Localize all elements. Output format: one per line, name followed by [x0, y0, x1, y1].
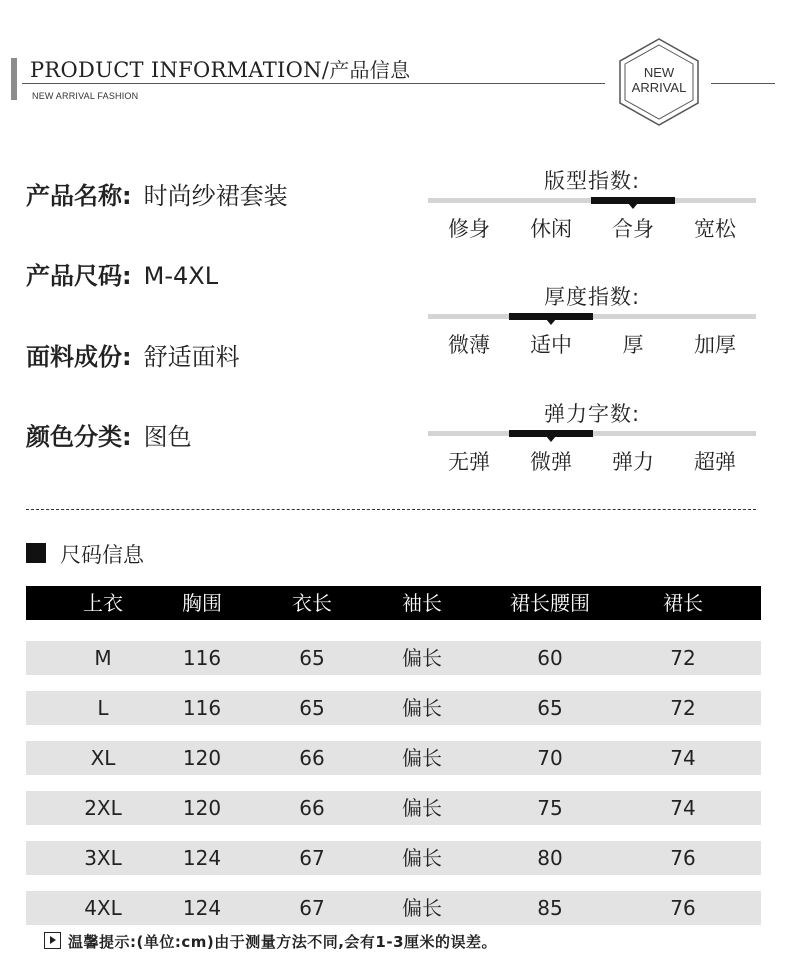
- page-title: [30, 54, 410, 83]
- table-cell: 偏长: [402, 696, 442, 720]
- fit-option: 合身: [612, 217, 654, 241]
- table-cell: 60: [537, 646, 563, 670]
- size-section-title: 尺码信息: [60, 543, 144, 567]
- product-name-value: 时尚纱裙套装: [143, 182, 288, 210]
- header-cell: 衣长: [292, 591, 332, 615]
- table-cell: 4XL: [84, 896, 122, 920]
- thickness-index-options: [428, 329, 756, 359]
- elasticity-option: 微弹: [530, 450, 572, 474]
- product-color-label: 颜色分类:: [26, 423, 132, 451]
- fit-index-options: [428, 213, 756, 243]
- thickness-option: 加厚: [694, 333, 736, 357]
- thickness-index-marker: [509, 313, 593, 320]
- size-note: [44, 931, 497, 952]
- header-cell: 裙长: [663, 591, 703, 615]
- title-en: PRODUCT INFORMATION/: [30, 58, 330, 82]
- table-cell: 120: [182, 746, 222, 770]
- table-row: [26, 841, 761, 875]
- table-cell: L: [97, 696, 109, 720]
- table-cell: 85: [537, 896, 563, 920]
- header-cell: 胸围: [182, 591, 222, 615]
- product-name-label: 产品名称:: [26, 182, 132, 210]
- table-cell: 65: [537, 696, 563, 720]
- play-icon: [44, 932, 61, 949]
- table-row: [26, 891, 761, 925]
- table-cell: XL: [90, 746, 116, 770]
- table-row: [26, 641, 761, 675]
- header-accent-bar: [11, 58, 17, 100]
- product-color-row: [26, 417, 192, 452]
- table-cell: 116: [182, 696, 222, 720]
- section-square-icon: [26, 543, 46, 563]
- table-cell: 66: [299, 796, 325, 820]
- thickness-index-title: 厚度指数:: [543, 285, 641, 309]
- product-name-row: [26, 176, 288, 211]
- table-cell: 偏长: [402, 646, 442, 670]
- header-cell: 袖长: [402, 591, 442, 615]
- table-cell: 70: [537, 746, 563, 770]
- badge-rule: [711, 83, 775, 84]
- table-cell: 124: [182, 896, 222, 920]
- badge-line-1: NEW: [643, 65, 675, 80]
- table-cell: 偏长: [402, 746, 442, 770]
- elasticity-option: 超弹: [694, 450, 736, 474]
- fit-option: 宽松: [694, 217, 736, 241]
- fit-index-marker: [591, 197, 675, 204]
- table-cell: 74: [670, 746, 696, 770]
- section-divider: [26, 509, 756, 510]
- thickness-option: 厚: [622, 333, 644, 357]
- product-fabric-row: [26, 337, 240, 372]
- title-cn: 产品信息: [329, 58, 411, 82]
- elasticity-index-title: 弹力字数:: [543, 402, 641, 426]
- header-cell: 裙长腰围: [510, 591, 590, 615]
- header-rule: [22, 83, 605, 84]
- elasticity-option: 弹力: [612, 450, 654, 474]
- table-cell: M: [94, 646, 112, 670]
- fit-option: 修身: [448, 217, 490, 241]
- product-fabric-value: 舒适面料: [143, 343, 240, 371]
- note-text: 温馨提示:(单位:cm)由于测量方法不同,会有1-3厘米的误差。: [68, 933, 498, 951]
- table-cell: 116: [182, 646, 222, 670]
- table-cell: 124: [182, 846, 222, 870]
- product-size-label: 产品尺码:: [26, 262, 132, 290]
- table-cell: 120: [182, 796, 222, 820]
- table-cell: 3XL: [84, 846, 122, 870]
- table-cell: 76: [670, 846, 696, 870]
- product-color-value: 图色: [143, 423, 192, 451]
- fit-option: 休闲: [530, 217, 572, 241]
- table-row: [26, 741, 761, 775]
- table-cell: 67: [299, 846, 325, 870]
- product-fabric-label: 面料成份:: [26, 343, 132, 371]
- table-cell: 偏长: [402, 796, 442, 820]
- table-row: [26, 791, 761, 825]
- table-cell: 65: [299, 696, 325, 720]
- badge-line-2: ARRIVAL: [631, 80, 687, 95]
- table-cell: 74: [670, 796, 696, 820]
- elasticity-option: 无弹: [448, 450, 490, 474]
- table-cell: 2XL: [84, 796, 122, 820]
- thickness-option: 适中: [530, 333, 572, 357]
- page-subtitle: NEW ARRIVAL FASHION: [32, 91, 139, 101]
- fit-index-title: 版型指数:: [543, 169, 641, 193]
- table-cell: 75: [537, 796, 563, 820]
- thickness-option: 微薄: [448, 333, 490, 357]
- table-cell: 76: [670, 896, 696, 920]
- elasticity-index-options: [428, 446, 756, 476]
- header-cell: 上衣: [83, 591, 123, 615]
- table-cell: 偏长: [402, 896, 442, 920]
- table-cell: 72: [670, 646, 696, 670]
- table-cell: 偏长: [402, 846, 442, 870]
- table-row: [26, 691, 761, 725]
- table-cell: 67: [299, 896, 325, 920]
- table-cell: 80: [537, 846, 563, 870]
- elasticity-index-marker: [509, 430, 593, 437]
- product-size-value: M-4XL: [143, 262, 219, 290]
- size-table-header: [26, 586, 761, 620]
- table-cell: 65: [299, 646, 325, 670]
- new-arrival-badge: [614, 65, 704, 95]
- table-cell: 66: [299, 746, 325, 770]
- product-size-row: [26, 256, 218, 291]
- table-cell: 72: [670, 696, 696, 720]
